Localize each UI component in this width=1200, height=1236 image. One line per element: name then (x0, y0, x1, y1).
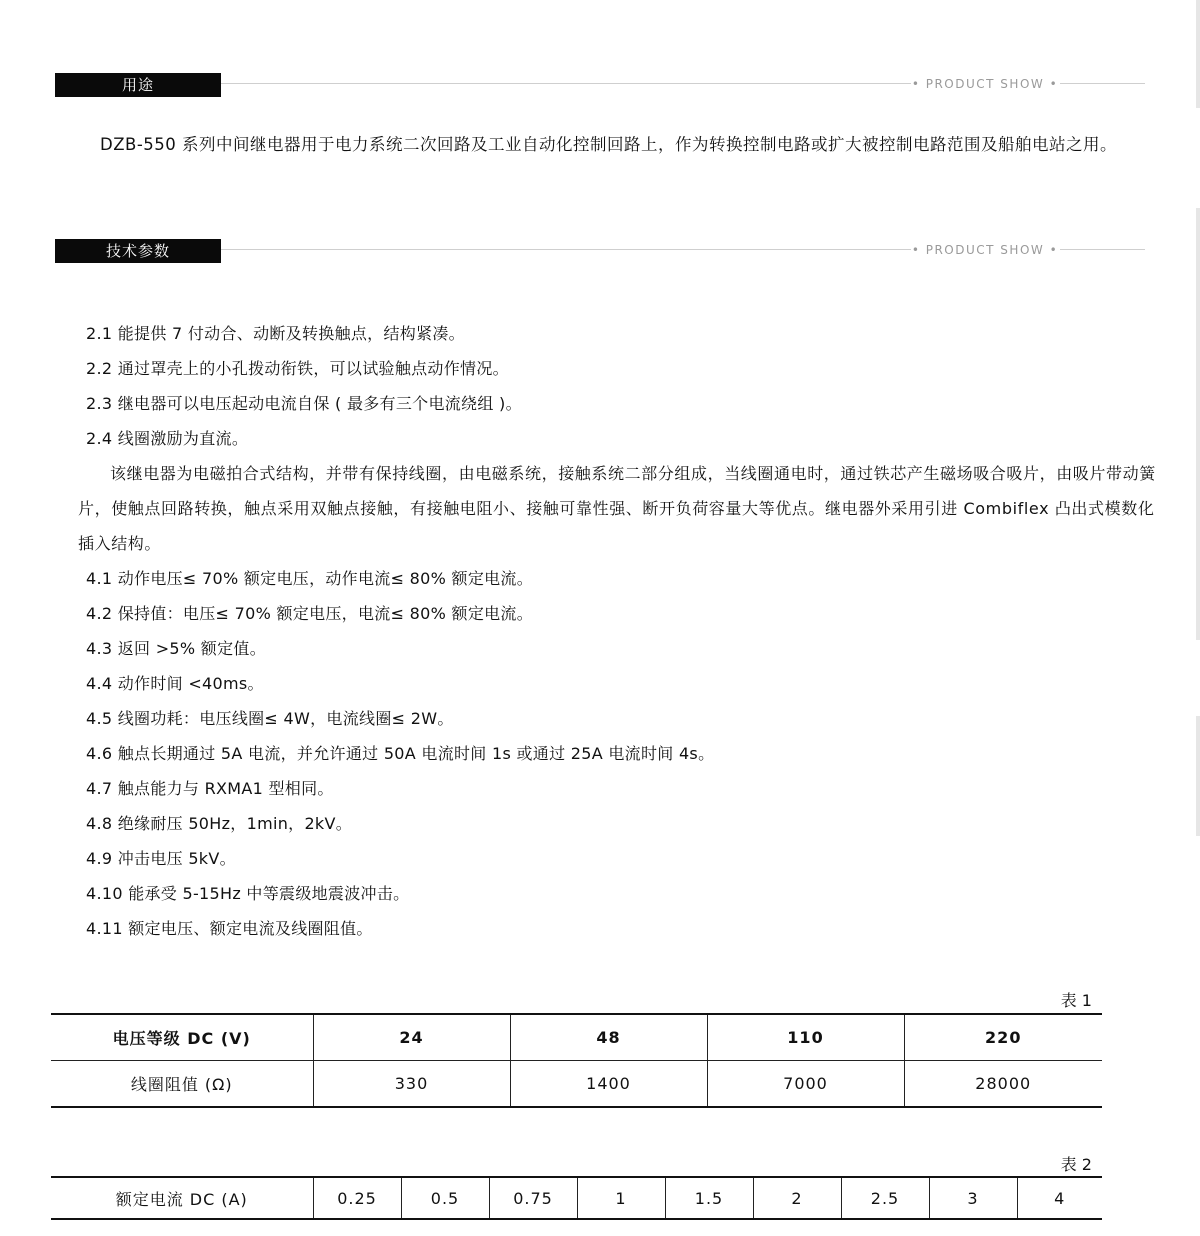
parameter-item: 4.3 返回 >5% 额定值。 (86, 639, 266, 658)
section-header-usage (55, 73, 1145, 99)
usage-description: DZB-550 系列中间继电器用于电力系统二次回路及工业自动化控制回路上，作为转换控制电路或扩大被控制电路范围及船舶电站之用。 (100, 135, 1118, 154)
table-row (51, 1061, 1102, 1108)
table-cell: 330 (313, 1061, 510, 1108)
section-divider (221, 249, 911, 250)
parameter-list (78, 316, 1156, 946)
section-title-usage: 用途 (55, 73, 221, 97)
table-cell: 2 (753, 1177, 841, 1219)
parameter-item: 4.2 保持值：电压≤ 70% 额定电压，电流≤ 80% 额定电流。 (86, 604, 534, 623)
parameter-item: 2.3 继电器可以电压起动电流自保 ( 最多有三个电流绕组 )。 (86, 394, 522, 413)
table-cell: 24 (313, 1014, 510, 1061)
table-row-header: 线圈阻值 (Ω) (51, 1061, 313, 1108)
voltage-resistance-table (51, 1013, 1102, 1108)
section-decor-label: • PRODUCT SHOW • (911, 243, 1059, 257)
table-cell: 110 (707, 1014, 904, 1061)
section-decor-label: • PRODUCT SHOW • (911, 77, 1059, 91)
table-cell: 1400 (510, 1061, 707, 1108)
parameter-item: 4.5 线圈功耗：电压线圈≤ 4W，电流线圈≤ 2W。 (86, 709, 454, 728)
parameter-item: 2.4 线圈激励为直流。 (86, 429, 249, 448)
parameter-item: 4.11 额定电压、额定电流及线圈阻值。 (86, 919, 373, 938)
table-row (51, 1014, 1102, 1061)
parameter-item: 4.7 触点能力与 RXMA1 型相同。 (86, 779, 334, 798)
table-caption-1: 表 1 (1060, 991, 1092, 1010)
parameter-item: 4.9 冲击电压 5kV。 (86, 849, 236, 868)
table-cell: 0.25 (313, 1177, 401, 1219)
page-edge-shadow (1196, 0, 1200, 108)
table-cell: 1.5 (665, 1177, 753, 1219)
table-row (51, 1177, 1102, 1219)
table-cell: 1 (577, 1177, 665, 1219)
parameter-item: 2.1 能提供 7 付动合、动断及转换触点，结构紧凑。 (86, 324, 465, 343)
parameter-item: 2.2 通过罩壳上的小孔拨动衔铁，可以试验触点动作情况。 (86, 359, 509, 378)
rated-current-table (51, 1176, 1102, 1220)
page-edge-shadow (1196, 716, 1200, 836)
section-title-tech: 技术参数 (55, 239, 221, 263)
table-cell: 220 (904, 1014, 1102, 1061)
table-cell: 28000 (904, 1061, 1102, 1108)
table-row-header: 电压等级 DC (V) (51, 1014, 313, 1061)
parameter-item: 4.10 能承受 5-15Hz 中等震级地震波冲击。 (86, 884, 410, 903)
table-cell: 3 (929, 1177, 1017, 1219)
table-caption-2: 表 2 (1060, 1155, 1092, 1174)
table-row-header: 额定电流 DC (A) (51, 1177, 313, 1219)
structure-description: 该继电器为电磁拍合式结构，并带有保持线圈，由电磁系统，接触系统二部分组成，当线圈通电时，通过铁芯产生磁场吸合吸片，由吸片带动簧片，使触点回路转换，触点采用双触点接触，有接触电阻小、接触可靠性强、断开负荷容量大等优点。继电器外采用引进 Combiflex 凸出式模数化插入结构。 (78, 464, 1156, 553)
page-edge-shadow (1196, 208, 1200, 640)
parameter-item: 4.6 触点长期通过 5A 电流，并允许通过 50A 电流时间 1s 或通过 25A 电流时间 4s。 (86, 744, 715, 763)
table-cell: 7000 (707, 1061, 904, 1108)
table-cell: 0.75 (489, 1177, 577, 1219)
table-cell: 0.5 (401, 1177, 489, 1219)
section-divider (221, 83, 911, 84)
parameter-item: 4.1 动作电压≤ 70% 额定电压，动作电流≤ 80% 额定电流。 (86, 569, 534, 588)
section-divider (1060, 249, 1145, 250)
table-cell: 48 (510, 1014, 707, 1061)
table-cell: 2.5 (841, 1177, 929, 1219)
parameter-item: 4.4 动作时间 <40ms。 (86, 674, 264, 693)
table-cell: 4 (1017, 1177, 1102, 1219)
section-divider (1060, 83, 1145, 84)
parameter-item: 4.8 绝缘耐压 50Hz，1min，2kV。 (86, 814, 353, 833)
section-header-tech (55, 239, 1145, 265)
